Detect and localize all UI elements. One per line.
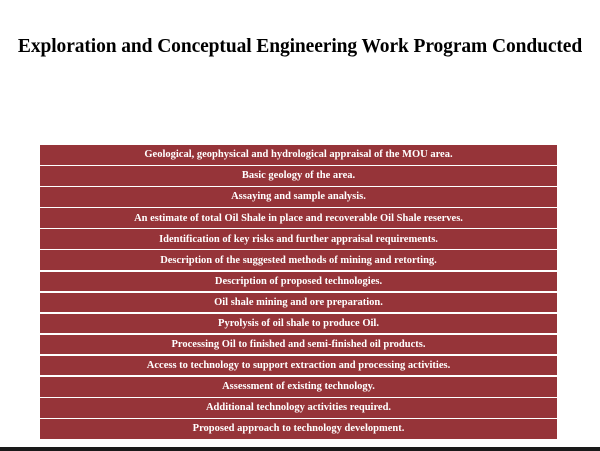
program-row: Additional technology activities required. (40, 398, 557, 418)
program-row: An estimate of total Oil Shale in place and recoverable Oil Shale reserves. (40, 208, 557, 228)
work-program-table (40, 145, 557, 439)
program-row: Description of proposed technologies. (40, 272, 557, 292)
program-row: Pyrolysis of oil shale to produce Oil. (40, 314, 557, 334)
program-row: Identification of key risks and further appraisal requirements. (40, 229, 557, 249)
bottom-edge-bar (0, 447, 600, 451)
program-row: Oil shale mining and ore preparation. (40, 293, 557, 313)
program-row: Description of the suggested methods of mining and retorting. (40, 250, 557, 270)
program-row: Proposed approach to technology development. (40, 419, 557, 439)
program-row: Geological, geophysical and hydrological appraisal of the MOU area. (40, 145, 557, 165)
program-row: Assaying and sample analysis. (40, 187, 557, 207)
program-row: Assessment of existing technology. (40, 377, 557, 397)
page-title: Exploration and Conceptual Engineering Work Program Conducted (17, 36, 583, 57)
program-row: Processing Oil to finished and semi-finished oil products. (40, 335, 557, 355)
program-row: Basic geology of the area. (40, 166, 557, 186)
program-row: Access to technology to support extraction and processing activities. (40, 356, 557, 376)
